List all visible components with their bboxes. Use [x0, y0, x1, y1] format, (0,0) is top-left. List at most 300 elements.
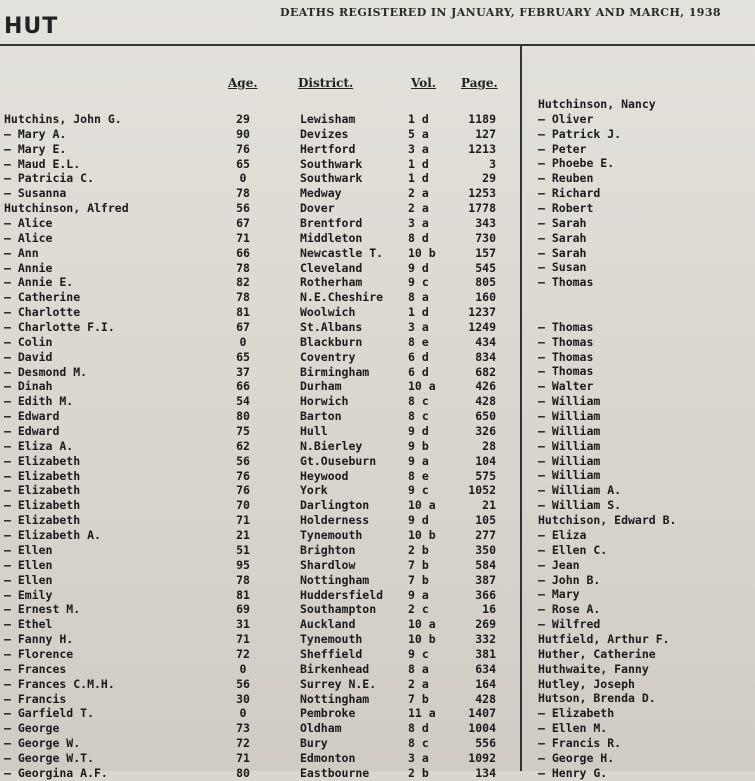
district-header: District. — [298, 76, 354, 90]
entry-district: Eastbourne — [300, 765, 370, 780]
entry-age: 81 — [236, 305, 250, 320]
right-entry: — Wilfred — [538, 617, 601, 632]
right-entry: Huther, Catherine — [538, 646, 656, 661]
entry-vol: 2 a — [408, 201, 429, 216]
entry-row — [0, 320, 520, 335]
entry-age: 73 — [236, 721, 250, 736]
entry-row — [0, 439, 520, 454]
entry-name: Hutchinson, Alfred — [4, 201, 129, 216]
entry-age: 81 — [236, 587, 250, 602]
entry-vol: 8 d — [408, 230, 429, 245]
right-entry: — Robert — [538, 201, 594, 216]
entry-vol: 9 c — [408, 275, 429, 290]
right-entry: — John B. — [538, 572, 601, 587]
entry-name: — Ellen — [4, 557, 53, 572]
entry-name: — Ellen — [4, 572, 53, 587]
entry-name: — Elizabeth — [4, 513, 81, 528]
entry-vol: 9 a — [408, 587, 429, 602]
right-entry: — Ellen M. — [538, 721, 608, 736]
entry-vol: 1 d — [408, 305, 429, 320]
entry-row — [0, 216, 520, 231]
entry-district: Coventry — [300, 349, 356, 364]
right-entry: Huthwaite, Fanny — [538, 661, 649, 676]
entry-district: Barton — [300, 409, 342, 424]
entry-name: — Colin — [4, 334, 53, 349]
entry-name: — Elizabeth — [4, 468, 81, 483]
right-entry: — Thomas — [538, 334, 594, 349]
entry-age: 78 — [236, 572, 250, 587]
entry-age: 71 — [236, 750, 250, 765]
entry-vol: 10 a — [408, 498, 436, 513]
entry-page: 332 — [475, 632, 496, 647]
entry-district: Birkenhead — [300, 661, 370, 676]
entry-row — [0, 632, 520, 647]
entry-vol: 10 b — [408, 528, 436, 543]
entry-name: — Ann — [4, 245, 39, 260]
entry-name: — Annie E. — [4, 275, 74, 290]
entry-page: 134 — [475, 765, 496, 780]
entry-page: 350 — [475, 542, 496, 557]
entry-district: Tynemouth — [300, 528, 363, 543]
right-entry: — William A. — [538, 483, 622, 498]
entry-name: — Mary E. — [4, 141, 67, 156]
entry-age: 65 — [236, 349, 250, 364]
entry-district: York — [300, 483, 328, 498]
entry-page: 1052 — [468, 483, 496, 498]
entry-vol: 9 c — [408, 483, 429, 498]
age-header: Age. — [228, 76, 258, 90]
entry-district: Newcastle T. — [300, 245, 384, 260]
entry-row — [0, 157, 520, 172]
entry-name: — George W.T. — [4, 750, 95, 765]
entry-name: — Emily — [4, 587, 53, 602]
entry-district: Sheffield — [300, 646, 363, 661]
entry-age: 56 — [236, 453, 250, 468]
entry-district: Blackburn — [300, 334, 363, 349]
right-entry: Hutchinson, Nancy — [538, 97, 656, 111]
entry-age: 70 — [236, 498, 250, 513]
entry-name: — Edward — [4, 424, 60, 439]
entry-district: Pembroke — [300, 706, 356, 721]
entry-vol: 10 a — [408, 379, 436, 394]
entry-page: 1778 — [468, 201, 496, 216]
entry-name: — Ernest M. — [4, 602, 81, 617]
right-entry: — Thomas — [538, 275, 594, 290]
entry-age: 51 — [236, 542, 250, 557]
entry-age: 66 — [236, 379, 250, 394]
entry-vol: 2 a — [408, 186, 429, 201]
entry-name: — Dinah — [4, 379, 53, 394]
entry-district: Nottingham — [300, 691, 370, 706]
entry-row — [0, 171, 520, 186]
entry-page: 164 — [475, 676, 496, 691]
entry-vol: 9 a — [408, 453, 429, 468]
entry-age: 65 — [236, 156, 250, 171]
entry-vol: 8 d — [408, 721, 429, 736]
right-entry: — Sarah — [538, 245, 587, 260]
entry-vol: 3 a — [408, 216, 429, 231]
entry-name: — Elizabeth — [4, 483, 81, 498]
entry-name: — Elizabeth A. — [4, 528, 101, 543]
entry-district: Brentford — [300, 216, 363, 231]
entry-district: Southampton — [300, 602, 377, 617]
entry-vol: 1 d — [408, 112, 429, 126]
entry-name: Hutchins, John G. — [4, 112, 122, 126]
right-entry: — Thomas — [538, 364, 594, 379]
entry-vol: 2 a — [408, 676, 429, 691]
entry-vol: 8 a — [408, 661, 429, 676]
entry-age: 78 — [236, 290, 250, 305]
entry-row — [0, 692, 520, 707]
entry-row — [0, 350, 520, 365]
right-column-entries — [538, 97, 752, 781]
right-entry: — Phoebe E. — [538, 156, 615, 171]
entry-age: 71 — [236, 632, 250, 647]
right-entry: Hutfield, Arthur F. — [538, 631, 670, 646]
right-entry: — Richard — [538, 186, 601, 201]
entry-vol: 1 d — [408, 171, 429, 186]
entry-name: — David — [4, 349, 53, 364]
right-entry: — Walter — [538, 379, 594, 394]
entry-page: 269 — [475, 617, 496, 632]
entry-name: — Mary A. — [4, 126, 67, 141]
entry-vol: 9 c — [408, 646, 429, 661]
entry-page: 21 — [482, 498, 496, 513]
entry-name: — Ellen — [4, 542, 53, 557]
entry-page: 428 — [475, 691, 496, 706]
entry-district: Hull — [300, 424, 328, 439]
entry-age: 78 — [236, 260, 250, 275]
entry-vol: 2 c — [408, 602, 429, 617]
entry-page: 1407 — [468, 706, 496, 721]
entry-name: — Alice — [4, 216, 53, 231]
entry-name: — Elizabeth — [4, 498, 81, 513]
entry-vol: 8 c — [408, 394, 429, 409]
entry-name: — George — [4, 721, 60, 736]
entry-age: 21 — [236, 528, 250, 543]
right-entry: — Francis R. — [538, 735, 622, 750]
entry-page: 1092 — [468, 750, 496, 765]
entry-vol: 10 b — [408, 632, 436, 647]
entry-age: 67 — [236, 216, 250, 231]
right-entry: Hutchison, Edward B. — [538, 513, 677, 528]
entry-age: 72 — [236, 646, 250, 661]
entry-district: Gt.Ouseburn — [300, 453, 377, 468]
entry-page: 127 — [475, 126, 496, 141]
entry-age: 72 — [236, 736, 250, 751]
entry-row — [0, 513, 520, 528]
entry-age: 66 — [236, 245, 250, 260]
right-entry: — George H. — [538, 750, 615, 765]
entry-page: 343 — [475, 216, 496, 231]
entry-name: — Catherine — [4, 290, 81, 305]
entry-district: Cleveland — [300, 260, 363, 275]
entry-row — [0, 706, 520, 721]
entry-vol: 3 a — [408, 320, 429, 335]
entry-row — [0, 469, 520, 484]
entry-district: Horwich — [300, 394, 349, 409]
entry-age: 76 — [236, 468, 250, 483]
entry-name: — Francis — [4, 691, 67, 706]
right-gap — [538, 290, 752, 305]
entry-vol: 10 a — [408, 617, 436, 632]
entry-age: 78 — [236, 186, 250, 201]
entry-age: 56 — [236, 201, 250, 216]
entry-age: 75 — [236, 424, 250, 439]
entry-page: 1237 — [468, 305, 496, 320]
entry-row — [0, 246, 520, 261]
entry-page: 584 — [475, 557, 496, 572]
entry-name: — Charlotte — [4, 305, 81, 320]
entry-row — [0, 231, 520, 246]
entry-vol: 9 b — [408, 438, 429, 453]
entry-name: — Elizabeth — [4, 453, 81, 468]
entry-name: — Susanna — [4, 186, 67, 201]
entry-name: — George W. — [4, 736, 81, 751]
entry-row — [0, 305, 520, 320]
right-entry: — Sarah — [538, 230, 587, 245]
entry-district: Southwark — [300, 171, 363, 186]
entry-vol: 11 a — [408, 706, 436, 721]
entry-row — [0, 112, 520, 127]
entry-age: 71 — [236, 230, 250, 245]
entry-district: Holderness — [300, 513, 370, 528]
entry-row — [0, 573, 520, 588]
entry-district: Woolwich — [300, 305, 356, 320]
entry-page: 28 — [482, 438, 496, 453]
entry-district: Auckland — [300, 617, 356, 632]
surname-heading: HUT — [4, 14, 59, 39]
entry-page: 160 — [475, 290, 496, 305]
entry-district: Surrey N.E. — [300, 676, 377, 691]
entry-vol: 9 d — [408, 513, 429, 528]
entry-page: 16 — [482, 602, 496, 617]
entry-district: N.E.Cheshire — [300, 290, 384, 305]
entry-page: 1189 — [468, 112, 496, 126]
right-entry: — Reuben — [538, 171, 594, 186]
entry-age: 56 — [236, 676, 250, 691]
right-entry: — Mary — [538, 587, 580, 602]
entry-name: — Desmond M. — [4, 364, 88, 379]
entry-district: Lewisham — [300, 112, 356, 126]
entry-district: Durham — [300, 379, 342, 394]
entry-name: — Frances — [4, 661, 67, 676]
entry-age: 69 — [236, 602, 250, 617]
right-entry: — William — [538, 409, 601, 424]
entry-vol: 8 c — [408, 409, 429, 424]
entry-page: 157 — [475, 245, 496, 260]
entry-row — [0, 617, 520, 632]
entry-page: 834 — [475, 349, 496, 364]
entry-row — [0, 275, 520, 290]
entry-district: Edmonton — [300, 750, 356, 765]
entry-row — [0, 662, 520, 677]
entry-vol: 7 b — [408, 557, 429, 572]
right-entry: — Thomas — [538, 349, 594, 364]
entry-district: Brighton — [300, 542, 356, 557]
entry-row — [0, 142, 520, 157]
entry-page: 1249 — [468, 320, 496, 335]
entry-vol: 9 d — [408, 424, 429, 439]
entry-name: — Patricia C. — [4, 171, 95, 186]
entry-page: 634 — [475, 661, 496, 676]
entry-district: Oldham — [300, 721, 342, 736]
entry-vol: 8 e — [408, 334, 429, 349]
entry-page: 381 — [475, 646, 496, 661]
right-entry: — William S. — [538, 498, 622, 513]
entry-page: 545 — [475, 260, 496, 275]
entry-vol: 10 b — [408, 245, 436, 260]
entry-vol: 3 a — [408, 750, 429, 765]
entry-row — [0, 201, 520, 216]
entry-vol: 1 d — [408, 156, 429, 171]
right-entry: — Elizabeth — [538, 706, 615, 721]
entry-district: Hertford — [300, 141, 356, 156]
right-entry: — Rose A. — [538, 602, 601, 617]
entry-page: 105 — [475, 513, 496, 528]
entry-district: N.Bierley — [300, 438, 363, 453]
entry-page: 650 — [475, 409, 496, 424]
entry-age: 31 — [236, 617, 250, 632]
entry-vol: 6 d — [408, 364, 429, 379]
entry-district: Birmingham — [300, 364, 370, 379]
entry-row — [0, 379, 520, 394]
entry-vol: 5 a — [408, 126, 429, 141]
entry-page: 1004 — [468, 721, 496, 736]
entry-age: 0 — [239, 706, 247, 721]
entry-district: Heywood — [300, 468, 349, 483]
entry-age: 71 — [236, 513, 250, 528]
entry-page: 434 — [475, 334, 496, 349]
entry-vol: 7 b — [408, 691, 429, 706]
entry-name: — Georgina A.F. — [4, 765, 108, 780]
entry-age: 0 — [239, 334, 247, 349]
entry-page: 426 — [475, 379, 496, 394]
entry-vol: 2 b — [408, 542, 429, 557]
right-entry: — William — [538, 453, 601, 468]
entry-page: 387 — [475, 572, 496, 587]
right-entry: — Thomas — [538, 319, 594, 334]
entry-district: Southwark — [300, 156, 363, 171]
entry-vol: 7 b — [408, 572, 429, 587]
entry-vol: 3 a — [408, 141, 429, 156]
register-title: DEATHS REGISTERED IN JANUARY, FEBRUARY AND MARCH, 1938 — [280, 6, 721, 19]
entry-vol: 2 b — [408, 765, 429, 780]
entry-row — [0, 454, 520, 469]
entry-vol: 8 c — [408, 736, 429, 751]
right-gap — [538, 305, 752, 320]
right-entry: — William — [538, 423, 601, 438]
entry-page: 428 — [475, 394, 496, 409]
entry-row — [0, 498, 520, 513]
entry-page: 3 — [489, 156, 496, 171]
right-entry: — Jean — [538, 557, 580, 572]
entry-row — [0, 127, 520, 142]
entry-district: Huddersfield — [300, 587, 384, 602]
entry-district: St.Albans — [300, 320, 363, 335]
entry-row — [0, 736, 520, 751]
entry-age: 0 — [239, 661, 247, 676]
entry-district: Devizes — [300, 126, 349, 141]
entry-row — [0, 647, 520, 662]
right-entry: — Eliza — [538, 527, 587, 542]
entry-row — [0, 751, 520, 766]
entry-page: 104 — [475, 453, 496, 468]
entry-name: — Fanny H. — [4, 632, 74, 647]
entry-name: — Annie — [4, 260, 53, 275]
entry-row — [0, 528, 520, 543]
entry-row — [0, 335, 520, 350]
entry-age: 29 — [236, 112, 250, 126]
entry-vol: 8 e — [408, 468, 429, 483]
column-divider — [520, 46, 522, 771]
entry-page: 556 — [475, 736, 496, 751]
entry-district: Middleton — [300, 230, 363, 245]
entry-vol: 6 d — [408, 349, 429, 364]
entry-page: 730 — [475, 230, 496, 245]
page-header: Page. — [461, 76, 498, 90]
entry-page: 29 — [482, 171, 496, 186]
entry-row — [0, 394, 520, 409]
entry-name: — Edward — [4, 409, 60, 424]
entry-age: 95 — [236, 557, 250, 572]
entry-name: — Garfield T. — [4, 706, 95, 721]
entry-district: Tynemouth — [300, 632, 363, 647]
entry-vol: 8 a — [408, 290, 429, 305]
entry-row — [0, 409, 520, 424]
entry-name: — Florence — [4, 646, 74, 661]
entry-age: 0 — [239, 171, 247, 186]
right-entry: — William — [538, 394, 601, 409]
entry-district: Shardlow — [300, 557, 356, 572]
entry-page: 277 — [475, 528, 496, 543]
entry-district: Rotherham — [300, 275, 363, 290]
entry-page: 1213 — [468, 141, 496, 156]
left-column-entries — [0, 112, 520, 781]
entry-row — [0, 558, 520, 573]
entry-row — [0, 290, 520, 305]
entry-district: Nottingham — [300, 572, 370, 587]
entry-name: — Eliza A. — [4, 438, 74, 453]
vol-header: Vol. — [411, 76, 436, 90]
right-entry: — Peter — [538, 141, 587, 156]
entry-age: 82 — [236, 275, 250, 290]
entry-name: — Maud E.L. — [4, 156, 81, 171]
entry-row — [0, 766, 520, 781]
top-rule — [0, 44, 755, 46]
right-entry: — William — [538, 438, 601, 453]
right-entry: — Patrick J. — [538, 126, 622, 141]
entry-row — [0, 721, 520, 736]
entry-page: 1253 — [468, 186, 496, 201]
right-entry: — Henry G. — [538, 765, 608, 780]
right-entry: — Sarah — [538, 215, 587, 230]
entry-name: — Edith M. — [4, 394, 74, 409]
entry-district: Bury — [300, 736, 328, 751]
entry-page: 366 — [475, 587, 496, 602]
right-entry: — Ellen C. — [538, 542, 608, 557]
right-entry: Hutley, Joseph — [538, 676, 635, 691]
entry-name: — Frances C.M.H. — [4, 676, 115, 691]
entry-age: 80 — [236, 765, 250, 780]
entry-row — [0, 365, 520, 380]
right-entry: — William — [538, 468, 601, 483]
entry-name: — Ethel — [4, 617, 53, 632]
entry-row — [0, 186, 520, 201]
entry-name: — Alice — [4, 230, 53, 245]
entry-age: 67 — [236, 320, 250, 335]
entry-page: 805 — [475, 275, 496, 290]
